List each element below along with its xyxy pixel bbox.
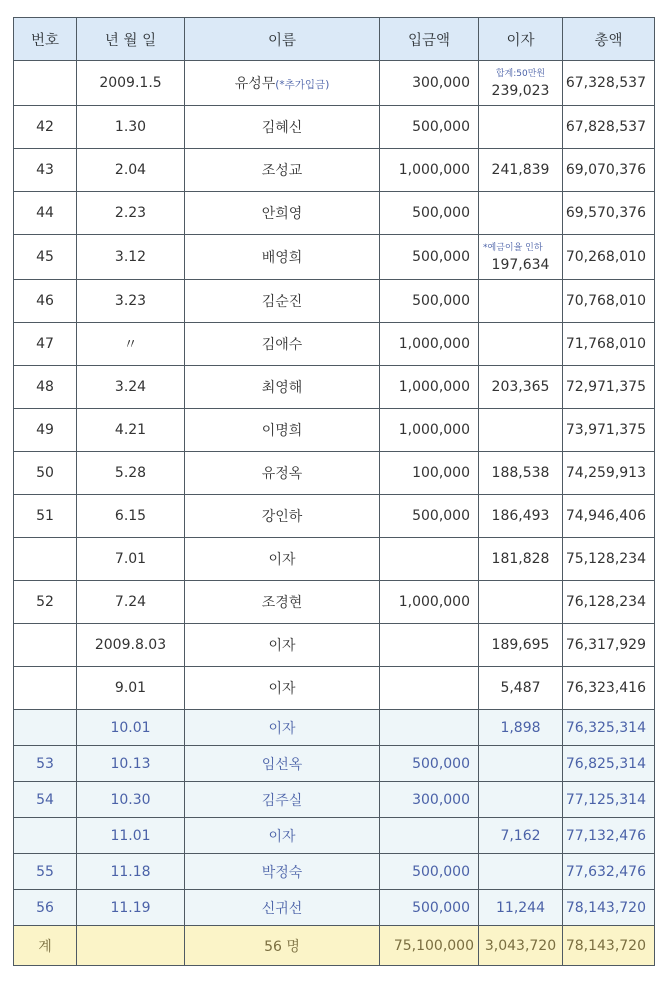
table-row — [14, 495, 655, 538]
cell-total: 74,946,406 — [563, 495, 655, 538]
cell-date: 7.01 — [77, 538, 185, 581]
cell-name: 최영해 — [185, 366, 380, 409]
cell-interest — [479, 192, 563, 235]
cell-number: 52 — [14, 581, 77, 624]
cell-deposit: 300,000 — [380, 782, 479, 818]
cell-interest — [479, 746, 563, 782]
cell-date: 10.13 — [77, 746, 185, 782]
cell-date: 10.01 — [77, 710, 185, 746]
cell-date: 3.23 — [77, 280, 185, 323]
cell-name: 이명희 — [185, 409, 380, 452]
cell-interest — [479, 61, 563, 106]
cell-deposit — [380, 667, 479, 710]
cell-total: 70,768,010 — [563, 280, 655, 323]
cell-total: 67,328,537 — [563, 61, 655, 106]
cell-grand-total: 78,143,720 — [563, 926, 655, 966]
cell-date: 10.30 — [77, 782, 185, 818]
cell-number: 42 — [14, 106, 77, 149]
cell-name: 유정옥 — [185, 452, 380, 495]
table-row — [14, 890, 655, 926]
cell-name: 이자 — [185, 710, 380, 746]
cell-deposit: 500,000 — [380, 235, 479, 280]
table-row — [14, 746, 655, 782]
cell-total: 78,143,720 — [563, 890, 655, 926]
cell-interest: 241,839 — [479, 149, 563, 192]
cell-interest — [479, 782, 563, 818]
table-row — [14, 409, 655, 452]
table-row — [14, 818, 655, 854]
cell-number — [14, 710, 77, 746]
cell-total: 77,125,314 — [563, 782, 655, 818]
cell-number: 49 — [14, 409, 77, 452]
cell-deposit: 500,000 — [380, 854, 479, 890]
cell-interest — [479, 235, 563, 280]
cell-deposit: 100,000 — [380, 452, 479, 495]
interest-value: 197,634 — [491, 257, 550, 273]
col-header-number: 번호 — [14, 18, 77, 61]
cell-date: 11.19 — [77, 890, 185, 926]
cell-number: 54 — [14, 782, 77, 818]
donation-ledger-table — [13, 17, 655, 966]
table-row — [14, 323, 655, 366]
cell-date: 2009.8.03 — [77, 624, 185, 667]
cell-date: 2.04 — [77, 149, 185, 192]
cell-number — [14, 538, 77, 581]
table-row — [14, 624, 655, 667]
interest-note: 합계:50만원 — [495, 69, 546, 79]
cell-interest: 188,538 — [479, 452, 563, 495]
cell-deposit: 1,000,000 — [380, 366, 479, 409]
cell-total: 72,971,375 — [563, 366, 655, 409]
cell-number: 44 — [14, 192, 77, 235]
cell-interest — [479, 854, 563, 890]
cell-total: 76,317,929 — [563, 624, 655, 667]
cell-date: 3.12 — [77, 235, 185, 280]
name-note: (*추가입금) — [275, 79, 330, 91]
cell-number — [14, 667, 77, 710]
cell-deposit: 1,000,000 — [380, 409, 479, 452]
cell-name: 조경현 — [185, 581, 380, 624]
cell-date: 6.15 — [77, 495, 185, 538]
cell-deposit — [380, 538, 479, 581]
cell-number — [14, 624, 77, 667]
total-row — [14, 926, 655, 966]
interest-note: *예금이율 인하 — [483, 243, 543, 253]
cell-number: 55 — [14, 854, 77, 890]
cell-date: 4.21 — [77, 409, 185, 452]
cell-interest — [479, 409, 563, 452]
table-row — [14, 782, 655, 818]
cell-interest: 5,487 — [479, 667, 563, 710]
cell-name: 박정숙 — [185, 854, 380, 890]
cell-name: 임선옥 — [185, 746, 380, 782]
table-row — [14, 192, 655, 235]
table-row — [14, 452, 655, 495]
cell-date: 1.30 — [77, 106, 185, 149]
table-row — [14, 149, 655, 192]
col-header-name: 이름 — [185, 18, 380, 61]
cell-interest — [479, 323, 563, 366]
cell-date: 9.01 — [77, 667, 185, 710]
cell-number: 43 — [14, 149, 77, 192]
cell-number: 47 — [14, 323, 77, 366]
table-row — [14, 280, 655, 323]
cell-number: 50 — [14, 452, 77, 495]
cell-date — [77, 926, 185, 966]
cell-deposit: 1,000,000 — [380, 323, 479, 366]
cell-deposit: 500,000 — [380, 280, 479, 323]
cell-interest: 7,162 — [479, 818, 563, 854]
cell-deposit — [380, 624, 479, 667]
cell-date: 5.28 — [77, 452, 185, 495]
col-header-deposit: 입금액 — [380, 18, 479, 61]
cell-interest — [479, 280, 563, 323]
cell-total: 69,070,376 — [563, 149, 655, 192]
table-row — [14, 106, 655, 149]
cell-interest: 1,898 — [479, 710, 563, 746]
cell-number — [14, 818, 77, 854]
cell-total: 73,971,375 — [563, 409, 655, 452]
col-header-total: 총액 — [563, 18, 655, 61]
cell-number: 46 — [14, 280, 77, 323]
table-row — [14, 366, 655, 409]
header-row — [14, 18, 655, 61]
cell-date: 〃 — [77, 323, 185, 366]
cell-total: 76,128,234 — [563, 581, 655, 624]
cell-interest: 181,828 — [479, 538, 563, 581]
table-row — [14, 61, 655, 106]
cell-interest: 189,695 — [479, 624, 563, 667]
cell-name: 김순진 — [185, 280, 380, 323]
cell-date: 11.18 — [77, 854, 185, 890]
cell-name: 이자 — [185, 818, 380, 854]
table-row — [14, 581, 655, 624]
cell-number — [14, 61, 77, 106]
cell-deposit: 500,000 — [380, 106, 479, 149]
cell-total: 67,828,537 — [563, 106, 655, 149]
cell-name: 배영희 — [185, 235, 380, 280]
cell-total: 71,768,010 — [563, 323, 655, 366]
cell-deposit: 300,000 — [380, 61, 479, 106]
cell-total: 75,128,234 — [563, 538, 655, 581]
cell-deposit: 500,000 — [380, 746, 479, 782]
cell-person-count: 56 명 — [185, 926, 380, 966]
table-row — [14, 710, 655, 746]
cell-deposit: 1,000,000 — [380, 149, 479, 192]
cell-total: 76,825,314 — [563, 746, 655, 782]
cell-deposit: 500,000 — [380, 192, 479, 235]
cell-total: 77,132,476 — [563, 818, 655, 854]
cell-total: 74,259,913 — [563, 452, 655, 495]
cell-date: 2009.1.5 — [77, 61, 185, 106]
cell-name: 김애수 — [185, 323, 380, 366]
cell-total: 70,268,010 — [563, 235, 655, 280]
table-row — [14, 538, 655, 581]
cell-total: 76,323,416 — [563, 667, 655, 710]
cell-number: 51 — [14, 495, 77, 538]
cell-date: 3.24 — [77, 366, 185, 409]
interest-value: 239,023 — [491, 83, 550, 99]
cell-name: 이자 — [185, 538, 380, 581]
cell-name: 이자 — [185, 624, 380, 667]
cell-interest — [479, 106, 563, 149]
cell-interest-sum: 3,043,720 — [479, 926, 563, 966]
col-header-interest: 이자 — [479, 18, 563, 61]
cell-date: 2.23 — [77, 192, 185, 235]
cell-total-label: 계 — [14, 926, 77, 966]
cell-date: 11.01 — [77, 818, 185, 854]
cell-deposit: 500,000 — [380, 890, 479, 926]
cell-number: 48 — [14, 366, 77, 409]
cell-interest — [479, 581, 563, 624]
cell-name — [185, 61, 380, 106]
cell-name: 강인하 — [185, 495, 380, 538]
cell-date: 7.24 — [77, 581, 185, 624]
cell-deposit — [380, 818, 479, 854]
cell-number: 45 — [14, 235, 77, 280]
table-row — [14, 667, 655, 710]
cell-deposit: 1,000,000 — [380, 581, 479, 624]
cell-number: 53 — [14, 746, 77, 782]
cell-name: 김주실 — [185, 782, 380, 818]
cell-name: 이자 — [185, 667, 380, 710]
cell-name: 안희영 — [185, 192, 380, 235]
cell-number: 56 — [14, 890, 77, 926]
cell-interest: 203,365 — [479, 366, 563, 409]
cell-deposit: 500,000 — [380, 495, 479, 538]
cell-name: 신귀선 — [185, 890, 380, 926]
cell-total: 69,570,376 — [563, 192, 655, 235]
col-header-date: 년 월 일 — [77, 18, 185, 61]
cell-name: 조성교 — [185, 149, 380, 192]
table-row — [14, 235, 655, 280]
cell-total: 76,325,314 — [563, 710, 655, 746]
cell-interest: 11,244 — [479, 890, 563, 926]
cell-total: 77,632,476 — [563, 854, 655, 890]
cell-name: 김혜신 — [185, 106, 380, 149]
name-text: 유성무 — [234, 76, 276, 92]
cell-interest: 186,493 — [479, 495, 563, 538]
cell-deposit — [380, 710, 479, 746]
table-row — [14, 854, 655, 890]
cell-deposit-sum: 75,100,000 — [380, 926, 479, 966]
